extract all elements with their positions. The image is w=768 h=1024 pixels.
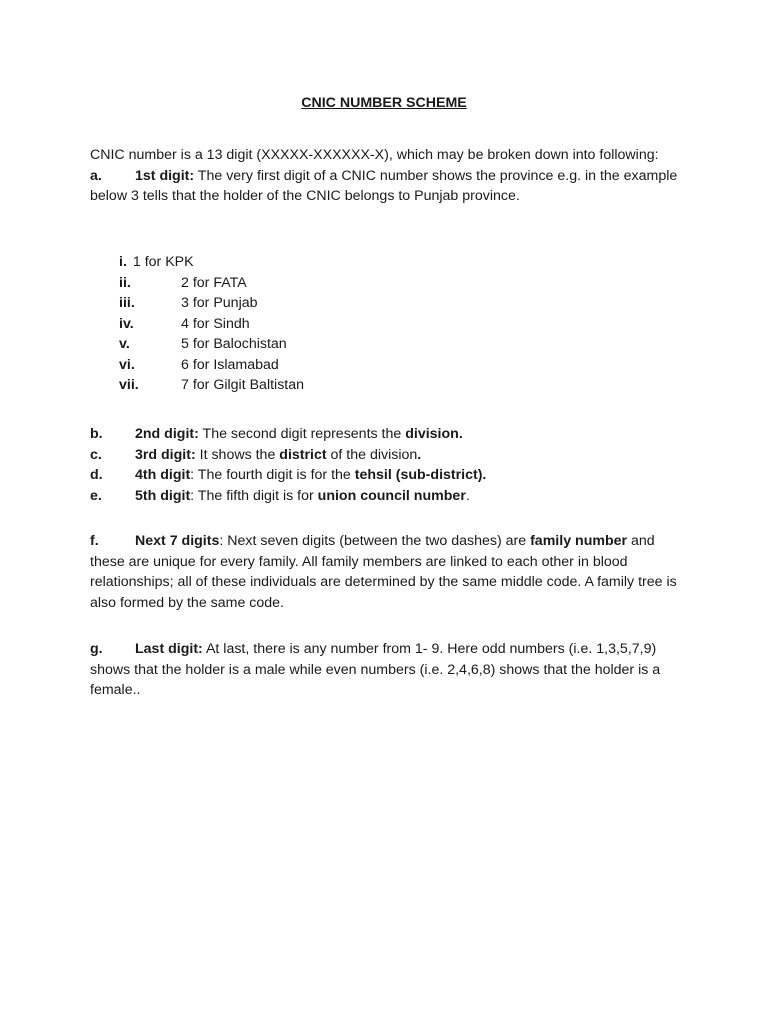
province-label: 1 for KPK xyxy=(132,254,194,270)
province-list xyxy=(119,252,419,396)
intro-text: CNIC number is a 13 digit (XXXXX-XXXXXX-X), which may be broken down into following: xyxy=(90,147,659,163)
item-e xyxy=(90,486,690,507)
province-label: 2 for FATA xyxy=(181,274,247,291)
item-g-marker: g. xyxy=(90,641,103,657)
item-a-marker: a. xyxy=(90,167,102,184)
item-f-text2: and these are unique for every family. All family members are linked to each other in blood relationships; all of these individuals are determined by the same middle code. A family tree is also formed by the same code. xyxy=(90,533,677,611)
item-c-heading: 3rd digit: xyxy=(135,446,196,463)
item-a xyxy=(90,168,677,205)
item-c-bold2: . xyxy=(417,446,422,463)
province-item xyxy=(119,334,419,355)
province-label: 7 for Gilgit Baltistan xyxy=(181,377,305,393)
province-item xyxy=(119,273,419,294)
item-a-heading: 1st digit: xyxy=(135,167,195,184)
digit-list xyxy=(90,424,690,506)
item-e-text: : The fifth digit is for xyxy=(190,487,318,504)
item-c-marker: c. xyxy=(90,446,102,463)
item-f-marker: f. xyxy=(90,533,99,549)
province-number: iii. xyxy=(119,295,135,311)
province-label: 5 for Balochistan xyxy=(181,336,287,352)
item-e-marker: e. xyxy=(90,487,102,504)
item-e-heading: 5th digit xyxy=(135,487,191,504)
item-b-text: The second digit represents the xyxy=(198,426,406,442)
item-d-heading: 4th digit xyxy=(135,467,191,483)
item-c-text2: of the division xyxy=(326,446,418,463)
province-label: 6 for Islamabad xyxy=(181,356,279,373)
province-number: i. xyxy=(119,254,127,270)
province-number: iv. xyxy=(119,315,134,332)
province-item xyxy=(119,375,419,396)
item-c-bold: district xyxy=(279,446,327,463)
province-item xyxy=(119,252,419,273)
item-f-text: : Next seven digits (between the two dashes) are xyxy=(219,533,531,549)
item-f xyxy=(90,531,680,613)
item-g xyxy=(90,639,680,701)
province-label: 3 for Punjab xyxy=(181,295,258,311)
province-number: ii. xyxy=(119,274,131,291)
item-b-marker: b. xyxy=(90,426,103,442)
item-e-text2: . xyxy=(465,487,470,504)
item-a-text: The very first digit of a CNIC number shows the province e.g. in the example below 3 tells that the holder of the CNIC belongs to Punjab province. xyxy=(90,167,678,204)
item-f-heading: Next 7 digits xyxy=(135,533,220,549)
province-item xyxy=(119,314,419,335)
item-g-text: At last, there is any number from 1- 9. Here odd numbers (i.e. 1,3,5,7,9) shows that the holder is a male while even numbers (i.e. 2,4,6,8) shows that the holder is a female.. xyxy=(90,641,661,698)
item-d-text: : The fourth digit is for the xyxy=(190,467,355,483)
item-d xyxy=(90,465,690,486)
province-number: vi. xyxy=(119,356,135,373)
province-number: vii. xyxy=(119,377,139,393)
item-d-bold: tehsil (sub-district). xyxy=(354,467,487,483)
province-label: 4 for Sindh xyxy=(181,315,250,332)
item-c xyxy=(90,445,690,466)
province-number: v. xyxy=(119,336,130,352)
item-b xyxy=(90,424,690,445)
intro-paragraph xyxy=(90,145,680,207)
document-title: CNIC NUMBER SCHEME xyxy=(301,95,467,111)
item-b-bold: division. xyxy=(405,426,463,442)
item-b-heading: 2nd digit: xyxy=(135,426,199,442)
item-f-bold: family number xyxy=(530,533,628,549)
item-e-bold: union council number xyxy=(317,487,466,504)
province-item xyxy=(119,355,419,376)
item-c-text: It shows the xyxy=(195,446,280,463)
item-d-marker: d. xyxy=(90,467,103,483)
province-item xyxy=(119,293,419,314)
item-g-heading: Last digit: xyxy=(135,641,203,657)
